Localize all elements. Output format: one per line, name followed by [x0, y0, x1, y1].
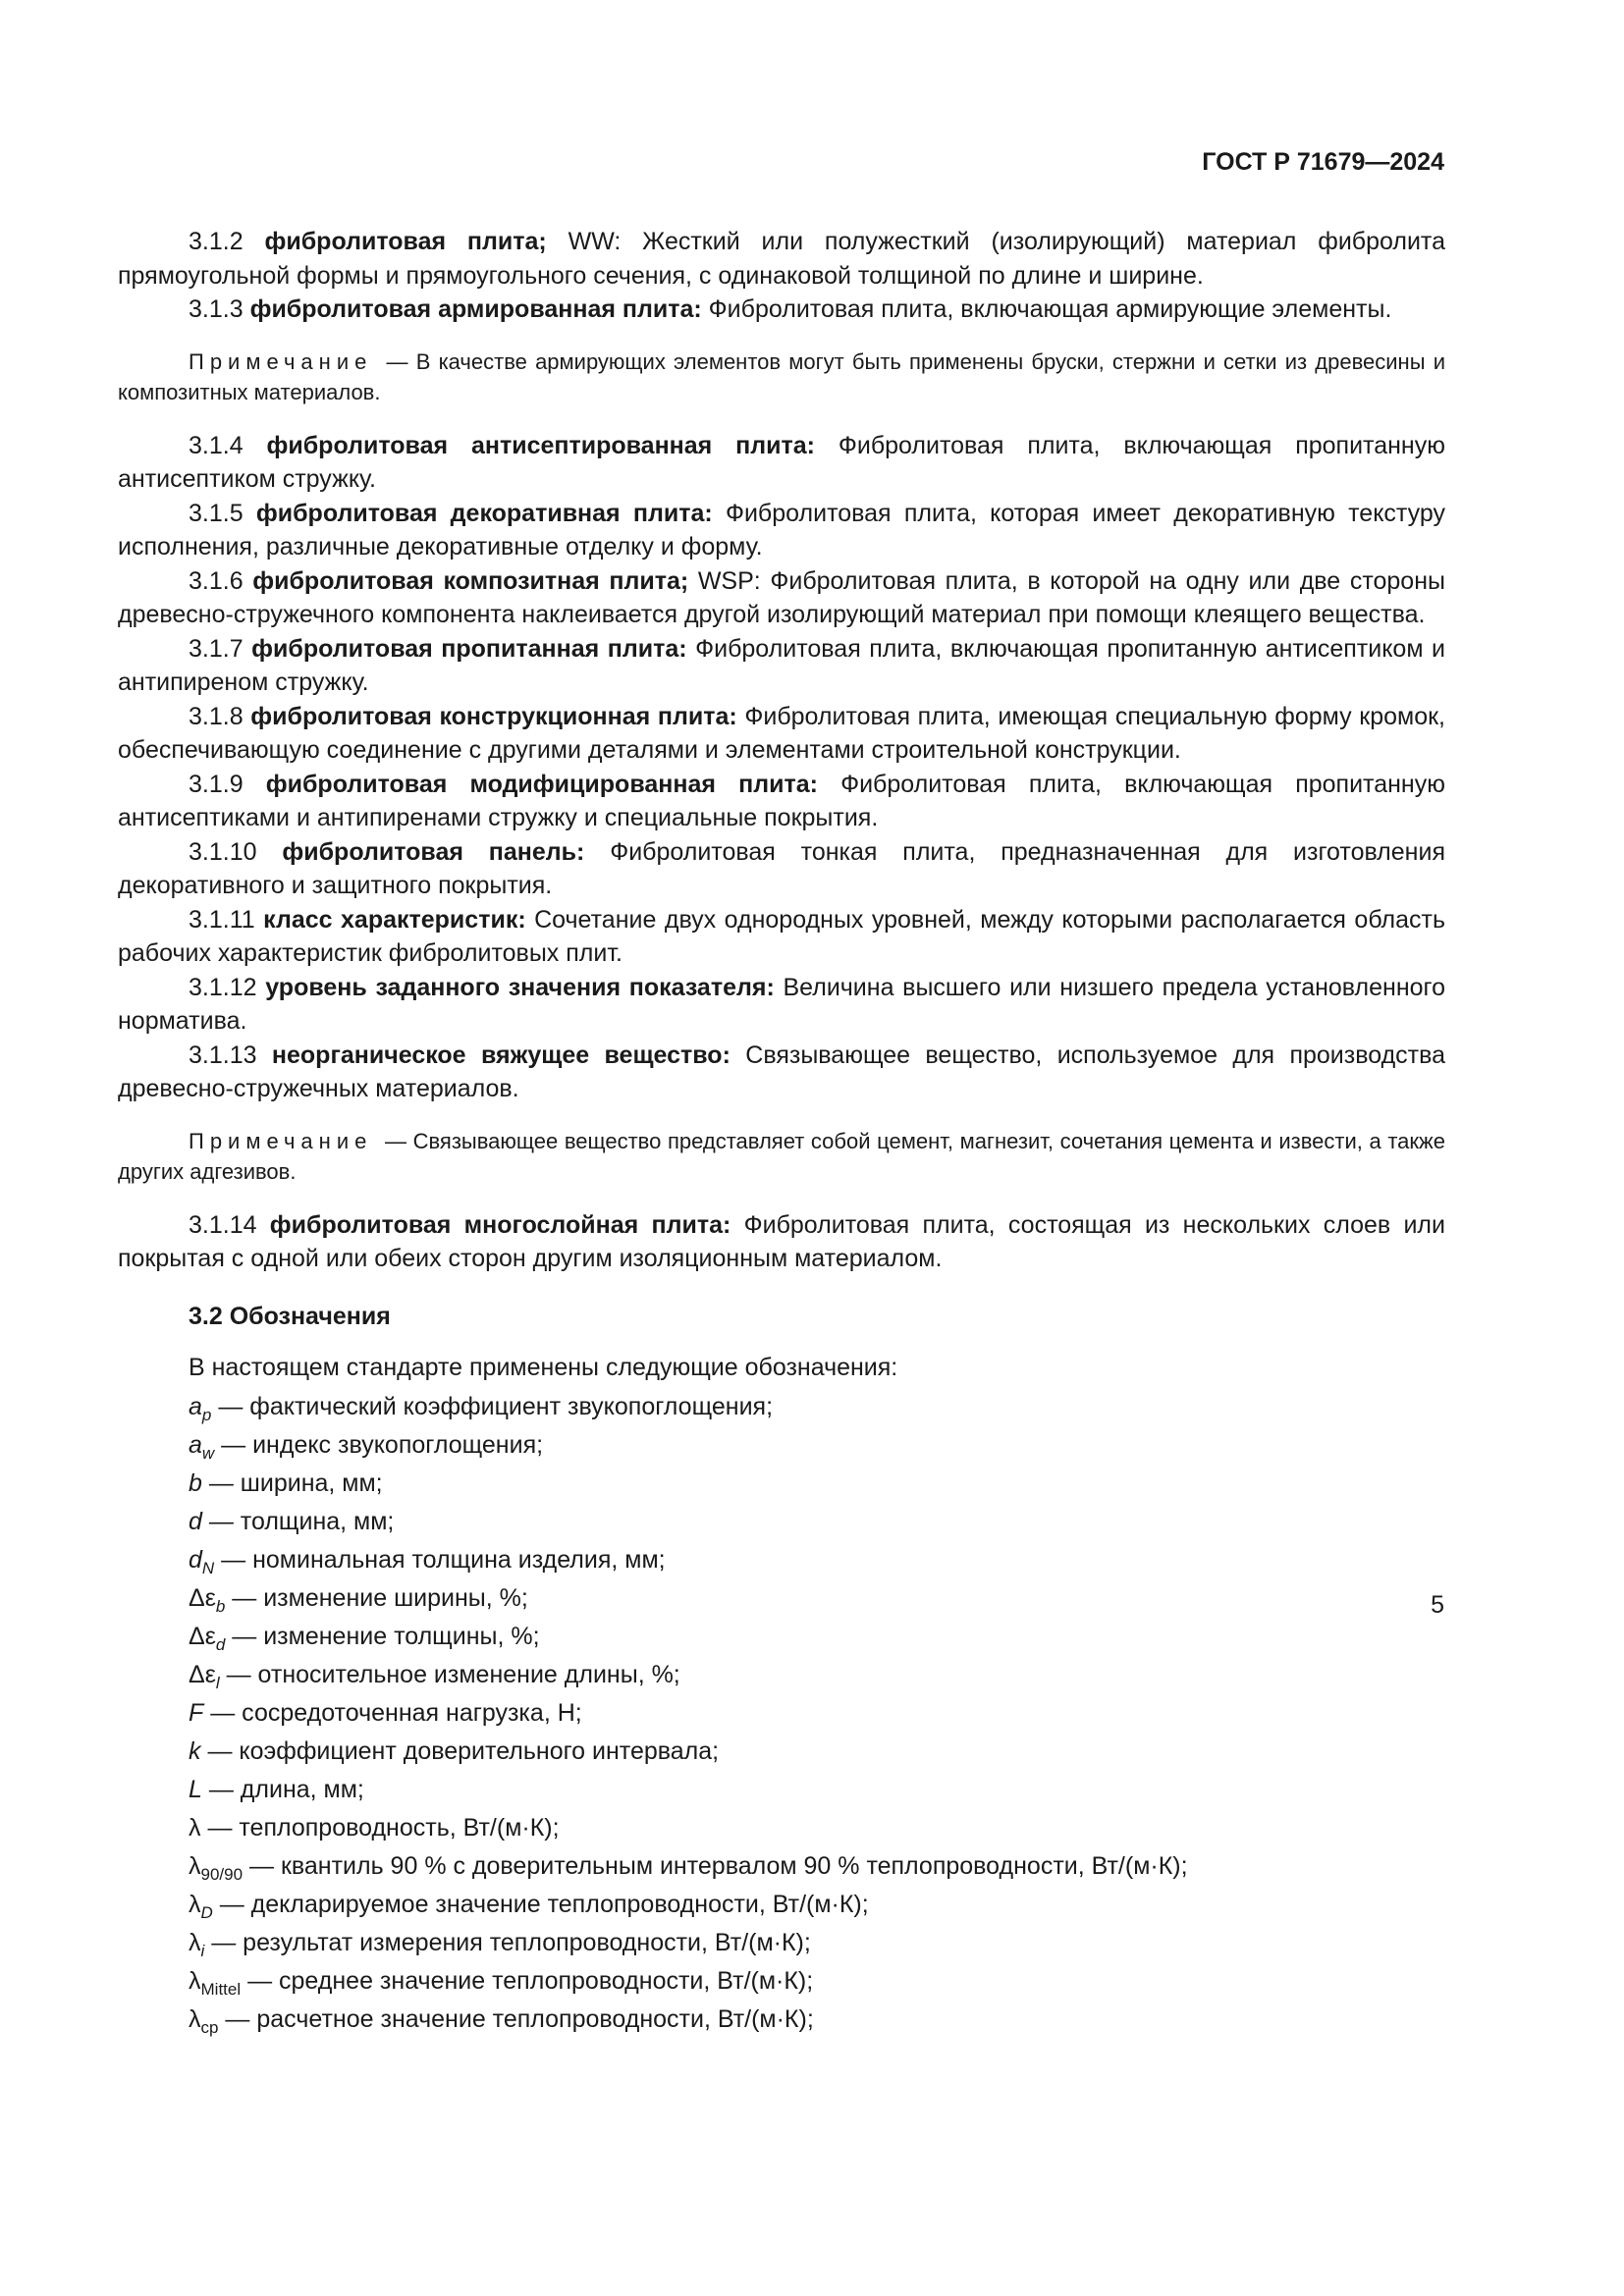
page-content — [118, 225, 1445, 2039]
symbol-row — [189, 1771, 1445, 1809]
symbol-row — [189, 1809, 1445, 1847]
symbol-description: — изменение ширины, %; — [225, 1583, 528, 1612]
definition-term: неорганическое вяжущее вещество: — [271, 1041, 731, 1069]
symbol-row — [189, 1388, 1445, 1426]
symbol-description: — коэффициент доверительного интервала; — [200, 1736, 720, 1765]
symbol-glyph: λ — [189, 2004, 201, 2033]
definition-3-1-12 — [118, 971, 1445, 1039]
definition-number: 3.1.12 — [189, 973, 257, 1001]
definition-3-1-6 — [118, 564, 1445, 632]
note-2 — [118, 1126, 1445, 1187]
symbol-row — [189, 1541, 1445, 1579]
definition-text: Сочетание двух однородных уровней, между которыми располагается область рабочих характеристик фибролитовых плит. — [118, 905, 1445, 967]
symbol-subscript: ср — [200, 2017, 219, 2037]
definition-3-1-7 — [118, 632, 1445, 700]
symbol-row — [189, 1656, 1445, 1694]
definition-term: фибролитовая пропитанная плита: — [251, 634, 687, 663]
definitions-group-b — [118, 429, 1445, 1106]
symbol-subscript: b — [215, 1596, 226, 1616]
symbol-row — [189, 1426, 1445, 1465]
section-intro: В настоящем стандарте применены следующие обозначения: — [189, 1353, 898, 1381]
document-id: ГОСТ Р 71679—2024 — [1202, 148, 1444, 176]
definition-number: 3.1.5 — [189, 499, 244, 527]
definitions-group-c — [118, 1208, 1445, 1276]
symbol-glyph: d — [189, 1545, 202, 1574]
symbol-subscript: l — [215, 1673, 220, 1692]
symbol-description: — ширина, мм; — [201, 1468, 383, 1497]
definition-term: фибролитовая конструкционная плита: — [250, 702, 737, 730]
symbol-description: — длина, мм; — [201, 1775, 364, 1803]
symbol-glyph: d — [189, 1507, 202, 1535]
symbol-glyph: Δε — [189, 1660, 216, 1688]
definition-term: фибролитовая модифицированная плита: — [265, 770, 818, 798]
symbol-description: — расчетное значение теплопроводности, Вт/(м·К); — [218, 2004, 814, 2033]
symbol-row — [189, 1465, 1445, 1503]
definition-text: Фибролитовая плита, включающая пропитанную антисептиками и антипиренами стружку и специальные покрытия. — [118, 770, 1445, 831]
definition-text: WW: Жесткий или полужесткий (изолирующий) материал фибролита прямоугольной формы и прямоугольного сечения, с одинаковой толщиной по длине и ширине. — [118, 228, 1445, 290]
definition-number: 3.1.8 — [189, 702, 244, 730]
definition-text: Фибролитовая плита, имеющая специальную форму кромок, обеспечивающую соединение с другими деталями и элементами строительной конструкции. — [118, 702, 1446, 764]
symbol-glyph: λ — [189, 1851, 201, 1880]
symbol-row — [189, 1503, 1445, 1541]
note-label: Примечание — [189, 1128, 373, 1153]
definitions-group-a — [118, 225, 1445, 327]
definition-number: 3.1.3 — [189, 295, 244, 323]
definition-3-1-14 — [118, 1208, 1445, 1276]
definition-text: Связывающее вещество, используемое для производства древесно-стружечных материалов. — [118, 1041, 1446, 1102]
page-number: 5 — [1431, 1591, 1444, 1619]
definition-number: 3.1.13 — [189, 1041, 257, 1069]
symbol-glyph: k — [189, 1736, 201, 1765]
symbol-glyph: λ — [189, 1966, 201, 1995]
definition-term: класс характеристик: — [263, 905, 526, 934]
symbol-glyph: λ — [189, 1890, 201, 1918]
symbol-subscript: d — [215, 1634, 226, 1654]
definition-text: Фибролитовая плита, включающая пропитанную антисептиком стружку. — [118, 431, 1445, 493]
symbol-description: — сосредоточенная нагрузка, Н; — [203, 1698, 582, 1727]
symbol-row — [189, 1694, 1445, 1733]
symbol-row — [189, 1847, 1445, 1886]
symbol-subscript: D — [200, 1902, 213, 1922]
symbol-row — [189, 1924, 1445, 1962]
definition-number: 3.1.4 — [189, 431, 244, 459]
symbol-subscript: w — [201, 1443, 215, 1463]
symbol-row — [189, 1618, 1445, 1656]
symbol-glyph: Δε — [189, 1622, 216, 1650]
definition-term: фибролитовая плита; — [264, 228, 547, 255]
symbol-row — [189, 1733, 1445, 1771]
symbol-description: — толщина, мм; — [201, 1507, 395, 1535]
symbols-list — [118, 1388, 1445, 2039]
symbol-glyph: F — [189, 1698, 204, 1727]
note-text: — Связывающее вещество представляет собой цемент, магнезит, сочетания цемента и извести, а также других адгезивов. — [118, 1128, 1445, 1184]
definition-number: 3.1.2 — [189, 228, 244, 255]
definition-number: 3.1.7 — [189, 634, 244, 663]
definition-3-1-5 — [118, 497, 1445, 564]
note-text: — В качестве армирующих элементов могут быть применены бруски, стержни и сетки из древесины и композитных материалов. — [118, 348, 1445, 404]
definition-text: Фибролитовая плита, которая имеет декоративную текстуру исполнения, различные декоративные отделку и форму. — [118, 499, 1445, 561]
definition-3-1-13 — [118, 1039, 1445, 1106]
symbol-row — [189, 1886, 1445, 1924]
symbol-glyph: b — [189, 1468, 202, 1497]
definition-term: фибролитовая панель: — [282, 837, 585, 866]
symbol-glyph: L — [189, 1775, 202, 1803]
symbol-description: — среднее значение теплопроводности, Вт/(м·К); — [241, 1966, 814, 1995]
definition-3-1-10 — [118, 835, 1445, 903]
note-1 — [118, 347, 1445, 407]
definition-3-1-2 — [118, 225, 1445, 293]
definition-term: фибролитовая антисептированная плита: — [266, 431, 815, 459]
definition-3-1-3 — [118, 293, 1445, 327]
symbol-subscript: 90/90 — [200, 1864, 244, 1884]
definition-3-1-9 — [118, 768, 1445, 835]
definition-text: Фибролитовая плита, включающая пропитанную антисептиком и антипиреном стружку. — [118, 634, 1446, 696]
definition-text: Фибролитовая плита, включающая армирующие элементы. — [701, 295, 1392, 323]
definition-text: WSP: Фибролитовая плита, в которой на одну или две стороны древесно-стружечного компонента наклеивается другой изолирующий материал при помощи клеящего вещества. — [118, 566, 1445, 628]
definition-text: Фибролитовая плита, состоящая из нескольких слоев или покрытая с одной или обеих сторон другим изоляционным материалом. — [118, 1210, 1445, 1272]
symbol-row — [189, 2001, 1445, 2039]
symbol-glyph: λ — [189, 1928, 201, 1956]
note-label: Примечание — [189, 348, 373, 374]
symbol-subscript: p — [201, 1405, 212, 1424]
definition-term: фибролитовая армированная плита: — [249, 295, 702, 323]
definition-text: Фибролитовая тонкая плита, предназначенная для изготовления декоративного и защитного покрытия. — [118, 837, 1445, 899]
symbol-description: — декларируемое значение теплопроводности, Вт/(м·К); — [212, 1890, 869, 1918]
symbol-row — [189, 1579, 1445, 1618]
symbol-description: — относительное изменение длины, %; — [219, 1660, 680, 1688]
definition-term: уровень заданного значения показателя: — [265, 973, 775, 1001]
definition-number: 3.1.6 — [189, 566, 244, 595]
definition-term: фибролитовая композитная плита; — [252, 566, 689, 595]
symbol-description: — теплопроводность, Вт/(м·К); — [200, 1813, 560, 1842]
symbol-subscript: N — [201, 1558, 215, 1577]
definition-number: 3.1.9 — [189, 770, 244, 798]
symbol-glyph: a — [189, 1392, 202, 1420]
symbol-subscript: Mittel — [200, 1979, 242, 1999]
symbol-description: — индекс звукопоглощения; — [214, 1430, 544, 1459]
definition-term: фибролитовая декоративная плита: — [255, 499, 713, 527]
symbol-glyph: λ — [189, 1813, 201, 1842]
symbol-glyph: Δε — [189, 1583, 216, 1612]
symbol-glyph: a — [189, 1430, 202, 1459]
symbol-subscript: i — [200, 1941, 205, 1960]
symbol-description: — номинальная толщина изделия, мм; — [214, 1545, 666, 1574]
definition-term: фибролитовая многослойная плита: — [269, 1210, 731, 1239]
definition-number: 3.1.10 — [189, 837, 257, 866]
symbol-description: — квантиль 90 % с доверительным интервалом 90 % теплопроводности, Вт/(м·К); — [243, 1851, 1188, 1880]
symbol-description: — фактический коэффициент звукопоглощения; — [211, 1392, 774, 1420]
section-title: 3.2 Обозначения — [189, 1302, 391, 1330]
definition-text: Величина высшего или низшего предела установленного норматива. — [118, 973, 1445, 1035]
symbol-description: — результат измерения теплопроводности, Вт/(м·К); — [204, 1928, 811, 1956]
definition-3-1-4 — [118, 429, 1445, 497]
definition-number: 3.1.14 — [189, 1210, 257, 1239]
definition-3-1-11 — [118, 903, 1445, 971]
definition-number: 3.1.11 — [189, 905, 255, 934]
symbol-row — [189, 1962, 1445, 2001]
symbol-description: — изменение толщины, %; — [225, 1622, 540, 1650]
definition-3-1-8 — [118, 700, 1445, 768]
